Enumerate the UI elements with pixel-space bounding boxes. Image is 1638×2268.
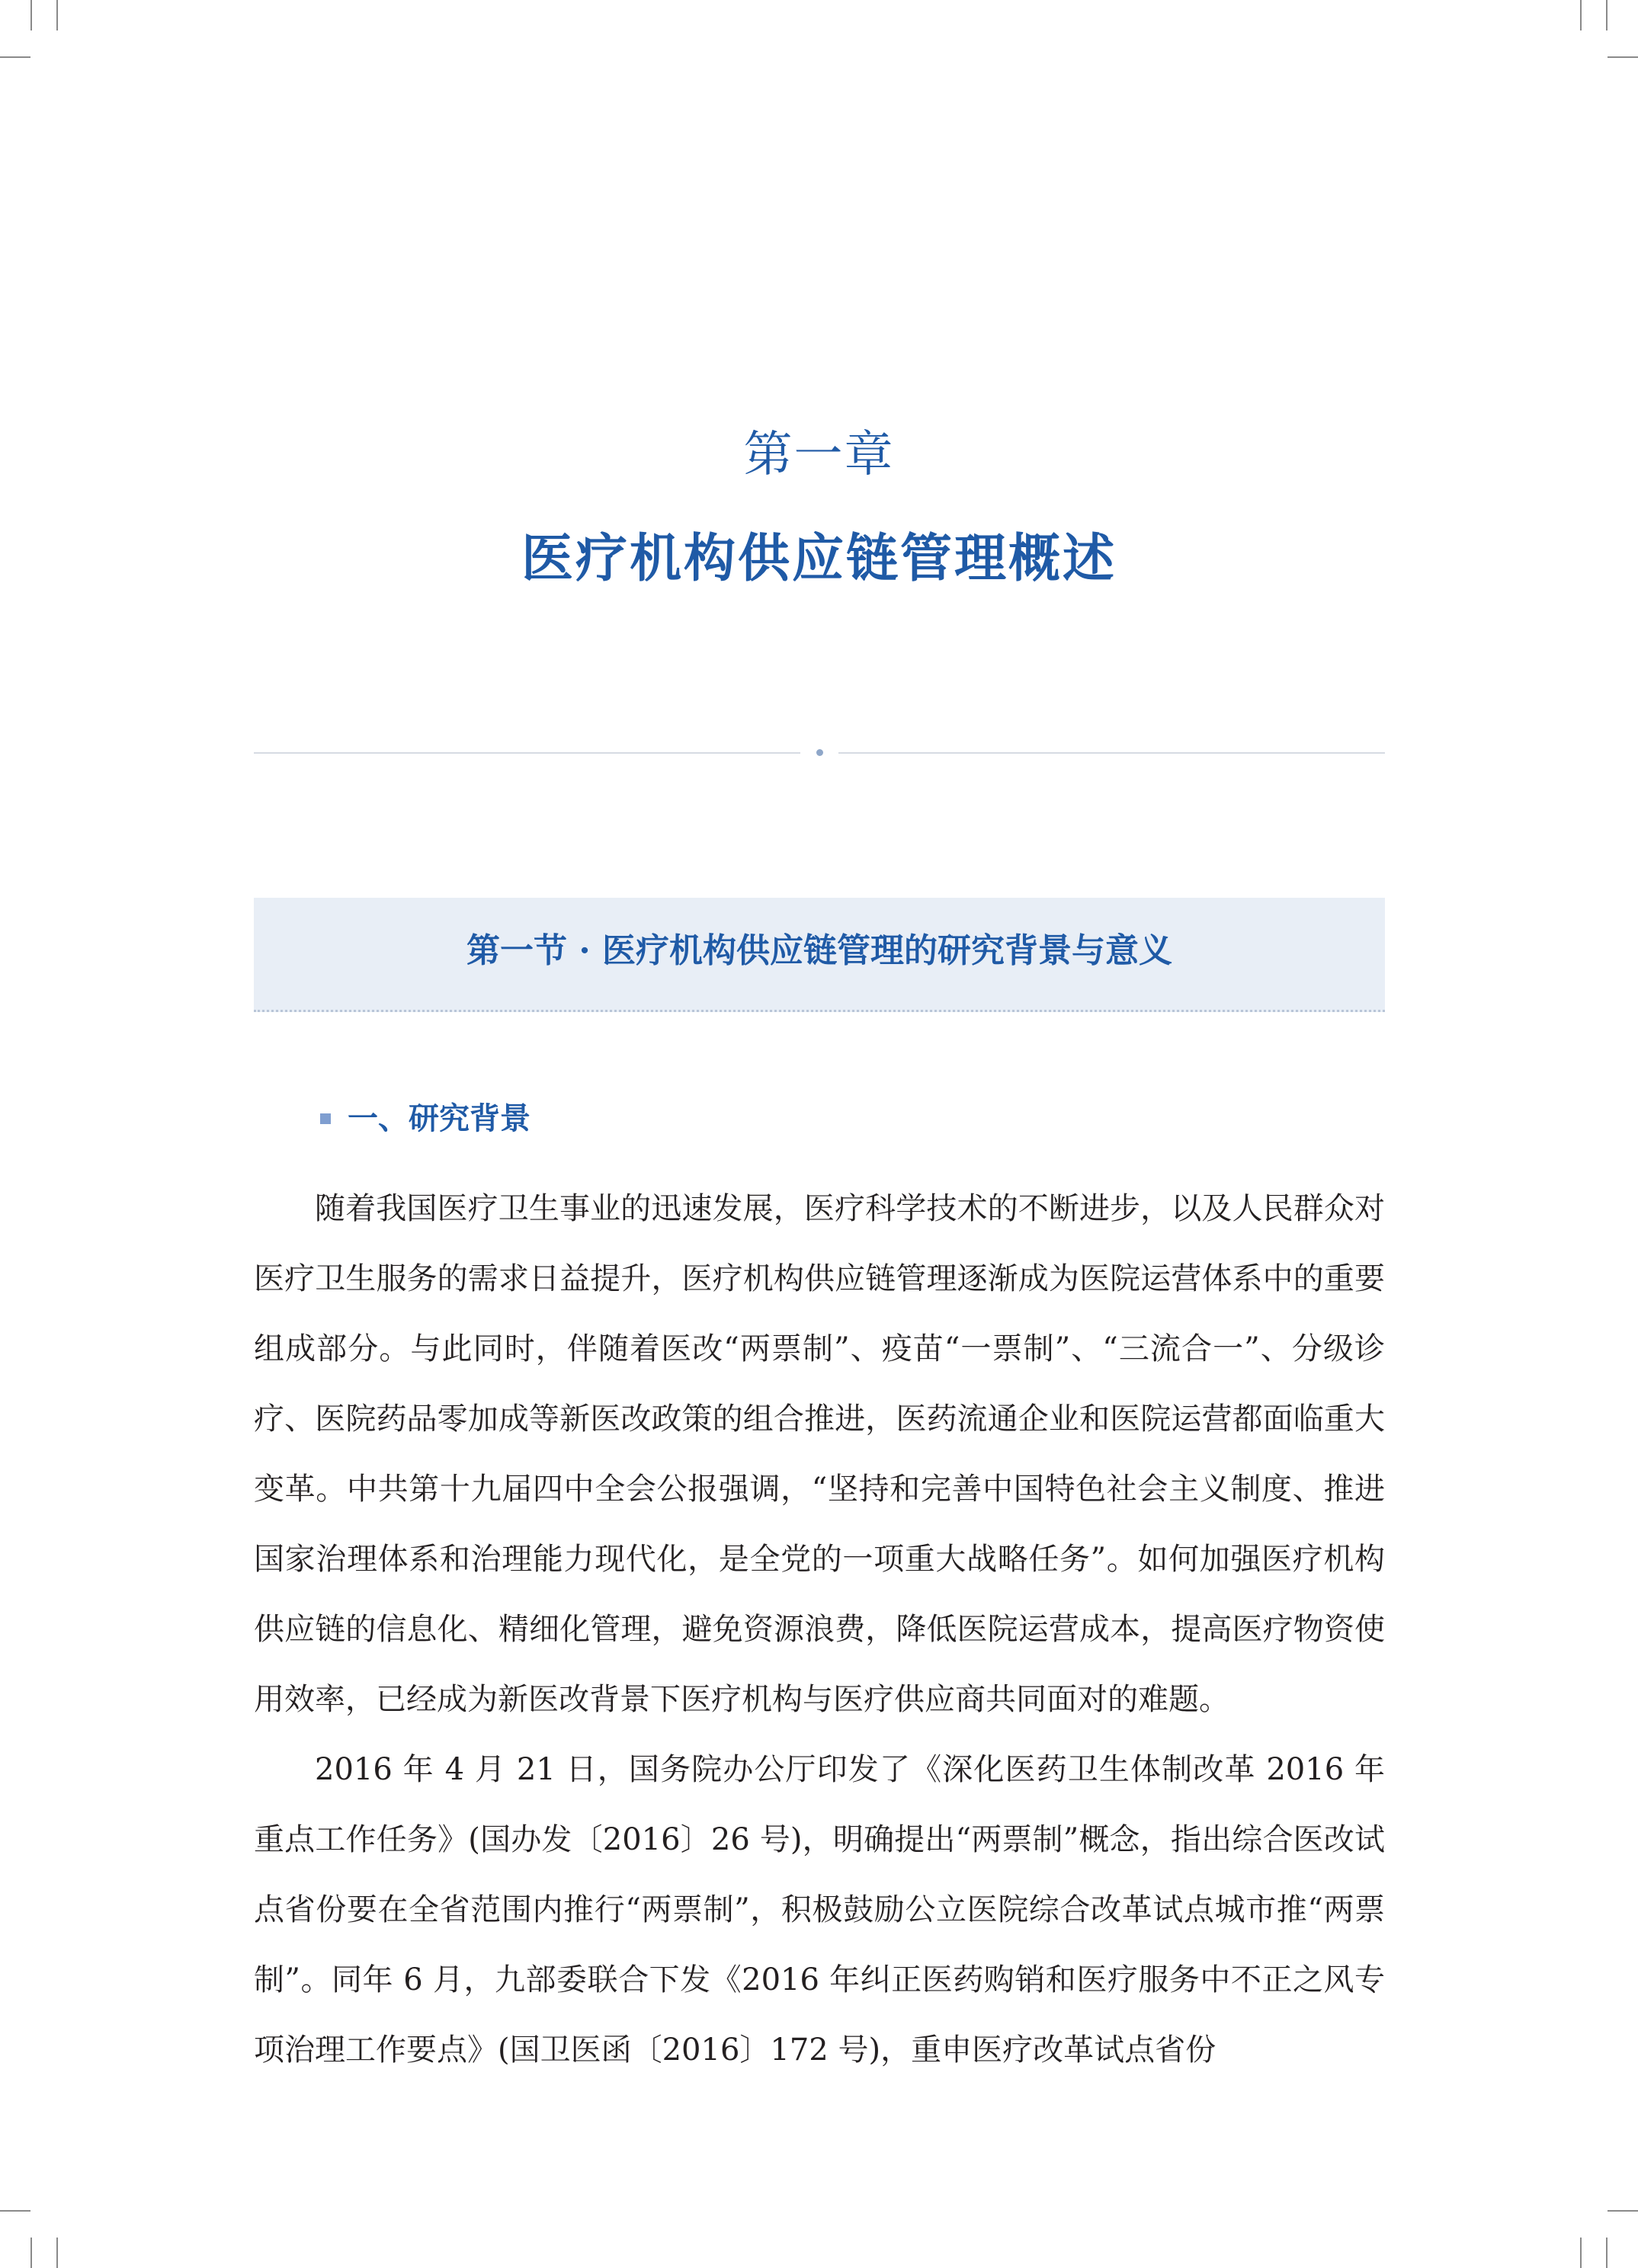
crop-mark	[0, 56, 30, 58]
crop-mark	[1608, 56, 1638, 58]
crop-mark	[1580, 2238, 1582, 2268]
divider-line-right	[838, 752, 1385, 754]
subsection-heading-text: 一、研究背景	[348, 1101, 531, 1136]
crop-mark	[30, 2238, 32, 2268]
paragraph: 随着我国医疗卫生事业的迅速发展，医疗科学技术的不断进步，以及人民群众对医疗卫生服务的需求日益提升，医疗机构供应链管理逐渐成为医院运营体系中的重要组成部分。与此同时，伴随着医改“两票制”、疫苗“一票制”、“三流合一”、分级诊疗、医院药品零加成等新医改政策的组合推进，医药流通企业和医院运营都面临重大变革。中共第十九届四中全会公报强调，“坚持和完善中国特色社会主义制度、推进国家治理体系和治理能力现代化，是全党的一项重大战略任务”。如何加强医疗机构供应链的信息化、精细化管理，避免资源浪费，降低医院运营成本，提高医疗物资使用效率，已经成为新医改背景下医疗机构与医疗供应商共同面对的难题。	[254, 1191, 1385, 1717]
subsection-heading	[320, 1101, 531, 1136]
crop-mark	[56, 2238, 58, 2268]
divider-line-left	[254, 752, 800, 754]
crop-mark	[0, 2210, 30, 2212]
crop-mark	[56, 0, 58, 30]
divider-dot	[816, 749, 823, 756]
crop-mark	[1580, 0, 1582, 30]
body-text	[254, 1174, 1385, 2085]
crop-mark	[30, 0, 32, 30]
chapter-divider	[254, 752, 1385, 754]
square-bullet-icon	[320, 1113, 331, 1124]
chapter-title: 医疗机构供应链管理概述	[521, 529, 1117, 589]
section-title: 第一节 · 医疗机构供应链管理的研究背景与意义	[466, 931, 1172, 970]
section-banner	[254, 898, 1385, 1012]
chapter-number: 第一章	[743, 427, 895, 483]
crop-mark	[1608, 2210, 1638, 2212]
crop-mark	[1606, 0, 1608, 30]
crop-mark	[1606, 2238, 1608, 2268]
paragraph: 2016 年 4 月 21 日，国务院办公厅印发了《深化医药卫生体制改革 2016 年重点工作任务》(国办发〔2016〕26 号)，明确提出“两票制”概念，指出综合医改试点省份要在全省范围内推行“两票制”，积极鼓励公立医院综合改革试点城市推“两票制”。同年 6 月，九部委联合下发《2016 年纠正医药购销和医疗服务中不正之风专项治理工作要点》(国卫医函〔2016〕172 号)，重申医疗改革试点省份	[254, 1752, 1385, 2068]
